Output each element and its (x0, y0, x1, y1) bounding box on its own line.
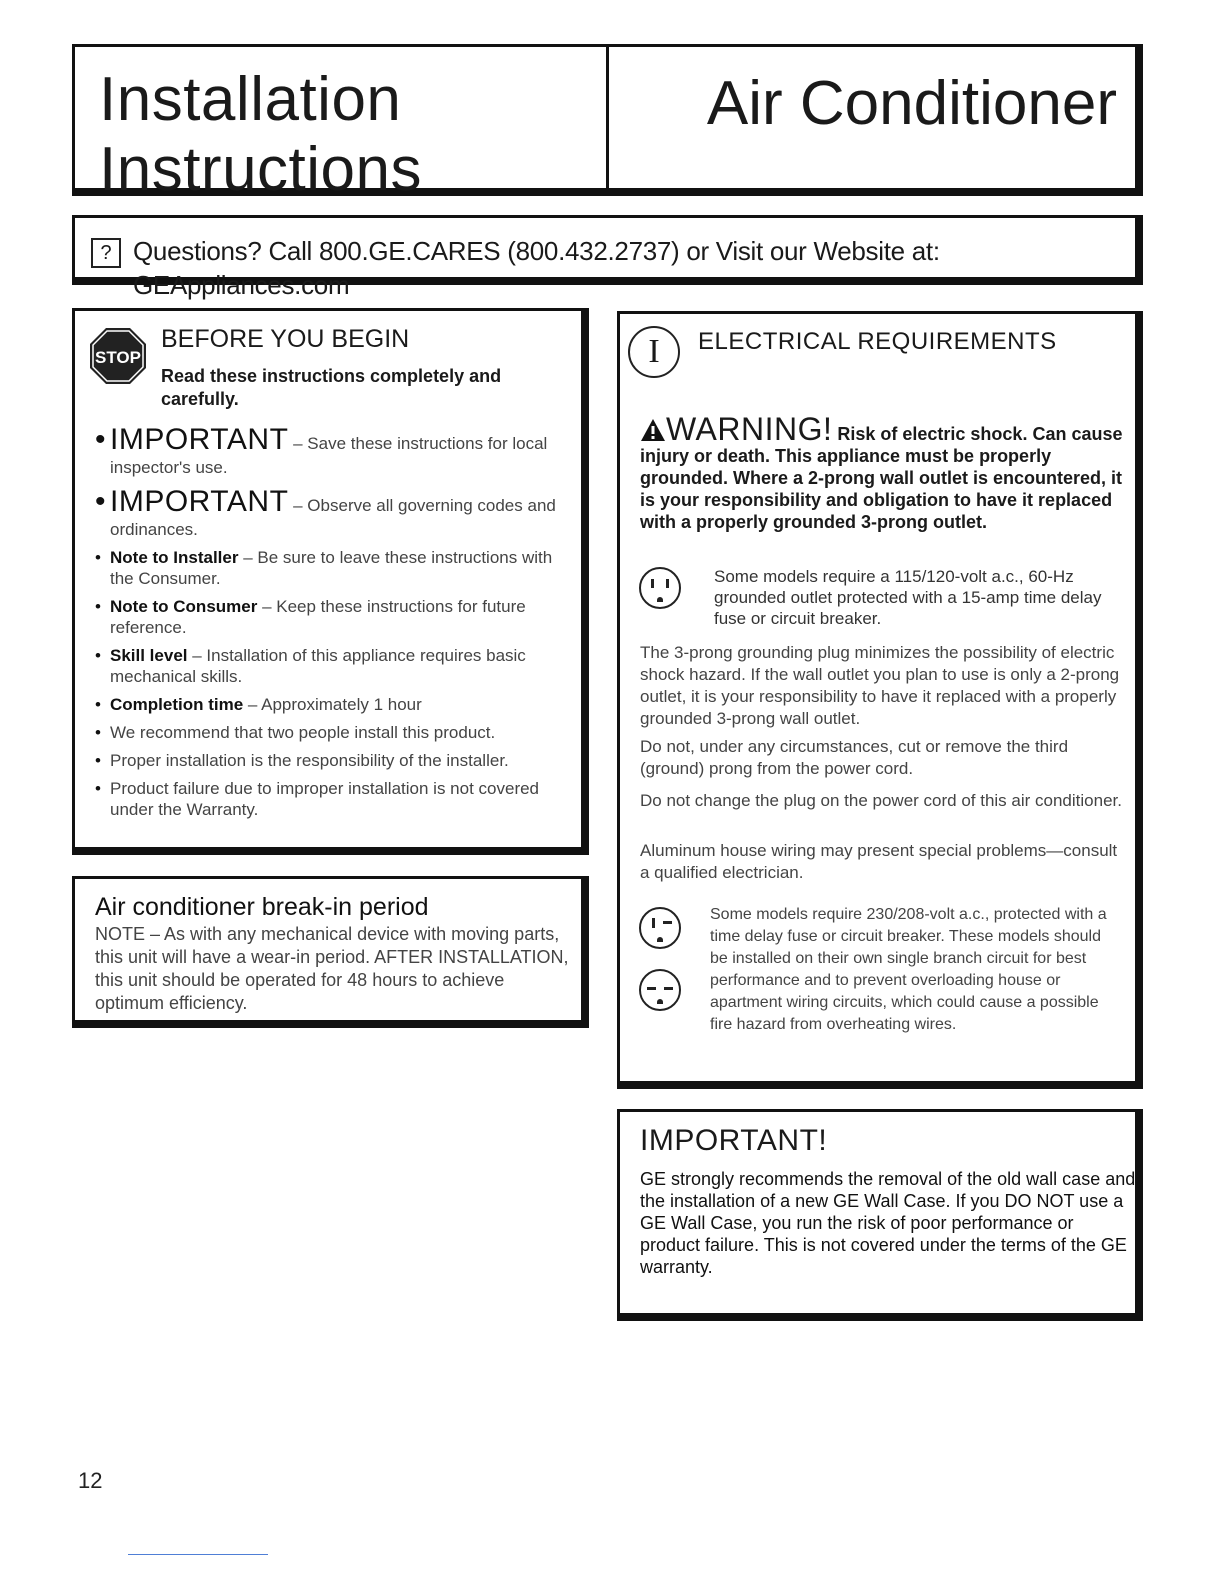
title-line-2: Instructions (99, 135, 423, 204)
list-item: • IMPORTANT – Observe all governing codes and ordinances. (95, 485, 575, 540)
list-item: • We recommend that two people install this product. (95, 722, 575, 743)
before-subheading: Read these instructions completely and carefully. (161, 366, 502, 409)
outlet-208v-icon (638, 968, 682, 1012)
important-text: GE strongly recommends the removal of the old wall case and the installation of a new GE Wall Case. If you DO NOT use a GE Wall Case, you run the risk of poor performance or product failure. This is not covered under the terms of the GE warranty. (640, 1169, 1136, 1277)
list-item: • Note to Installer – Be sure to leave these instructions with the Consumer. (95, 547, 575, 589)
important-panel (617, 1109, 1143, 1321)
list-item: • Product failure due to improper installation is not covered under the Warranty. (95, 778, 575, 820)
info-icon: I (628, 326, 680, 378)
product-title: Air Conditioner (706, 69, 1117, 138)
before-list (95, 423, 575, 827)
before-heading: BEFORE YOU BEGIN (161, 325, 410, 353)
list-item: • Completion time – Approximately 1 hour (95, 694, 575, 715)
ground-prong-paragraph: Do not, under any circumstances, cut or remove the third (ground) prong from the power cord. (640, 737, 1069, 778)
list-item: • IMPORTANT – Save these instructions for local inspector's use. (95, 423, 575, 478)
header-product-box (606, 44, 1143, 196)
electrical-heading: ELECTRICAL REQUIREMENTS (698, 328, 1057, 355)
before-you-begin-panel (72, 308, 589, 855)
header-title-box (72, 44, 610, 204)
aluminum-wiring-paragraph: Aluminum house wiring may present special problems—consult a qualified electrician. (640, 841, 1118, 882)
break-in-panel (72, 876, 589, 1028)
warning-text: Risk of electric shock. Can cause injury or death. This appliance must be properly grounded. Where a 2-prong wall outlet is encountered, it is your responsibility and obligation to have it replaced with a properly grounded 3-prong outlet. (640, 424, 1123, 532)
plug-paragraph: Do not change the plug on the power cord of this air conditioner. (640, 791, 1122, 810)
stop-sign-icon (89, 327, 147, 385)
warning-word: WARNING! (666, 411, 833, 447)
important-heading: IMPORTANT! (640, 1124, 828, 1157)
warning-triangle-icon (640, 418, 666, 442)
grounding-paragraph: The 3-prong grounding plug minimizes the possibility of electric shock hazard. If the wall outlet you plan to use is only a 2-prong outlet, it is your responsibility to have it replaced with a properly grounded 3-prong wall outlet. (640, 643, 1120, 728)
question-icon: ? (91, 238, 121, 268)
page-number: 12 (78, 1468, 103, 1493)
list-item: • Proper installation is the responsibility of the installer. (95, 750, 575, 771)
outlet-230v-icon (638, 906, 682, 950)
break-in-text: NOTE – As with any mechanical device with moving parts, this unit will have a wear-in period. AFTER INSTALLATION, this unit should be operated for 48 hours to achieve optimum efficiency. (95, 924, 569, 1013)
list-item: • Note to Consumer – Keep these instructions for future reference. (95, 596, 575, 638)
questions-bar (72, 215, 1143, 300)
warning-block (640, 411, 1130, 533)
break-in-heading: Air conditioner break-in period (95, 893, 429, 921)
page-title (99, 65, 422, 205)
stop-label: STOP (95, 348, 141, 367)
outlet-115v-icon (638, 566, 682, 610)
footer-rule (128, 1554, 268, 1555)
note-115v: Some models require a 115/120-volt a.c., 60-Hz grounded outlet protected with a 15-amp time delay fuse or circuit breaker. (714, 567, 1102, 628)
note-230v: Some models require 230/208-volt a.c., protected with a time delay fuse or circuit breaker. These models should be installed on their own single branch circuit for best performance and to prevent overloading house or apartment wiring circuits, which could cause a possible fire hazard from overheating wires. (710, 906, 1107, 1033)
questions-text: Questions? Call 800.GE.CARES (800.432.2737) or Visit our Website at: GEAppliances.com (133, 236, 940, 300)
title-line-1: Installation (99, 65, 402, 134)
list-item: • Skill level – Installation of this appliance requires basic mechanical skills. (95, 645, 575, 687)
electrical-requirements-panel (617, 311, 1143, 1089)
